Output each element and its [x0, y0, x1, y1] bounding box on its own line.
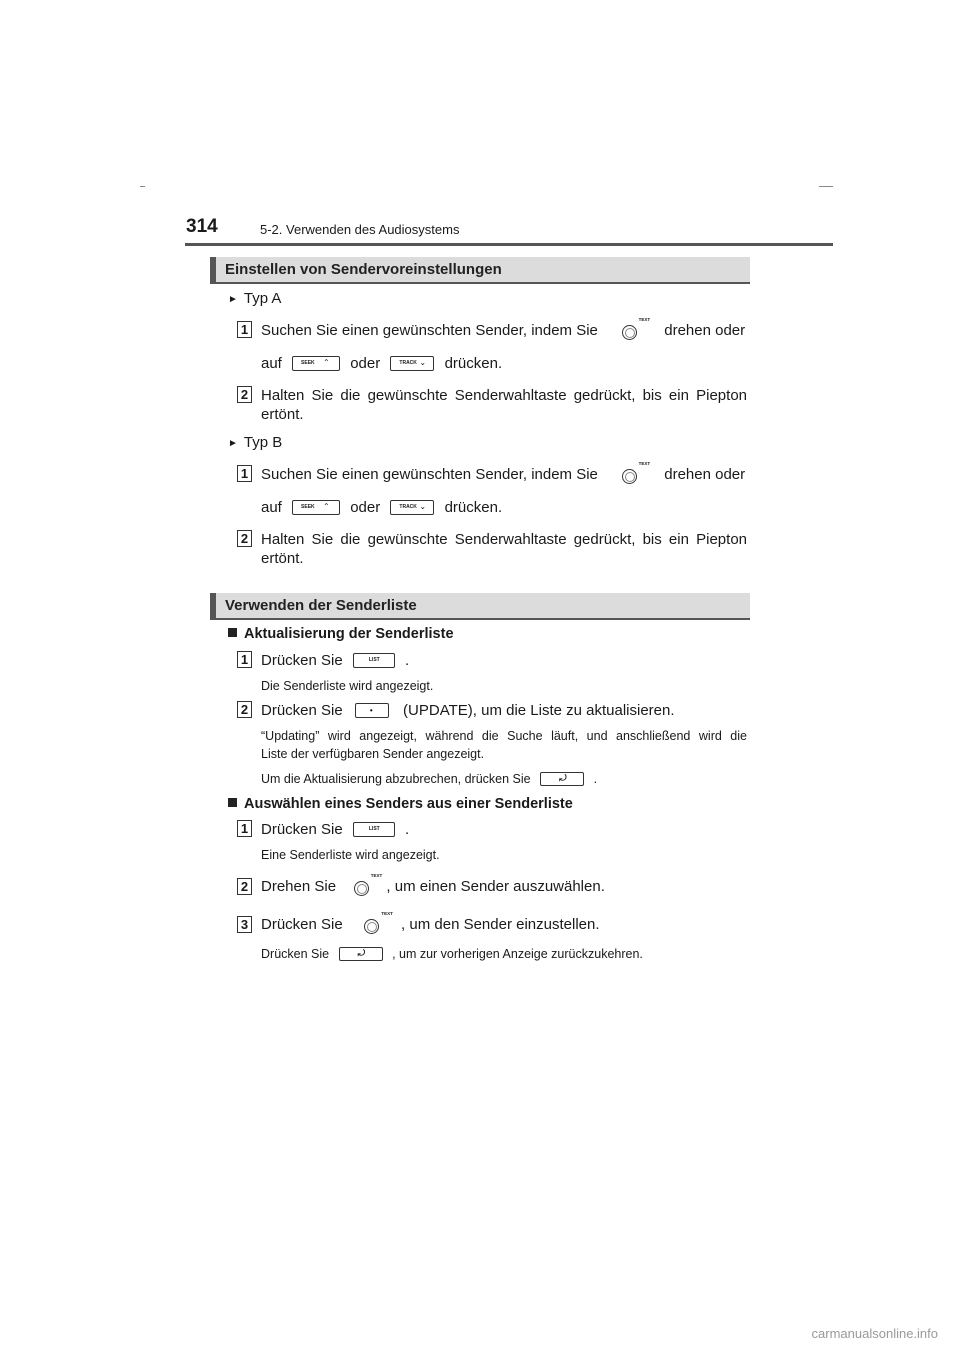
header-rule [185, 243, 833, 246]
type-b-label: ► Typ B [228, 434, 283, 451]
triangle-right-icon: ► [228, 438, 238, 449]
triangle-right-icon: ► [228, 294, 238, 305]
step-number: 2 [237, 386, 252, 403]
step-text: Drücken Sie TEXT , um den Sender einzustellen. [261, 911, 600, 933]
step-number: 3 [237, 916, 252, 933]
type-a-label: ► Typ A [228, 290, 282, 307]
step-text-cont: auf SEEK ⌃ oder TRACK ⌄ drücken. [261, 499, 503, 516]
step-text-cont: ertönt. [261, 550, 304, 567]
list-button-icon: LIST [353, 822, 395, 837]
track-button-icon: TRACK ⌄ [390, 356, 434, 371]
step-text: Suchen Sie einen gewünschten Sender, indem Sie TEXT drehen oder [261, 317, 746, 339]
dot-icon: • [355, 703, 389, 718]
section-title-presets: Einstellen von Sendervoreinstellungen [210, 257, 750, 284]
step-text: Halten Sie die gewünschte Senderwahltaste gedrückt, bis ein Piepton [261, 387, 747, 404]
step-number: 1 [237, 651, 252, 668]
track-button-icon: TRACK ⌄ [390, 500, 434, 515]
tune-knob-icon: TEXT [622, 469, 637, 484]
step-note-cont: Liste der verfügbaren Sender angezeigt. [261, 747, 485, 761]
step-note: “Updating” wird angezeigt, während die Suche läuft, und anschließend wird die [261, 729, 747, 743]
section-title-station-list: Verwenden der Senderliste [210, 593, 750, 620]
crop-mark-left [140, 186, 145, 187]
step-note: Um die Aktualisierung abzubrechen, drücken Sie ⤾ . [261, 772, 598, 786]
step-text: Drücken Sie LIST . [261, 652, 410, 669]
step-note: Drücken Sie ⤾ , um zur vorherigen Anzeige zurückzukehren. [261, 947, 643, 961]
subheading: Auswählen eines Senders aus einer Senderliste [228, 796, 573, 812]
subheading: Aktualisierung der Senderliste [228, 626, 454, 642]
step-number: 2 [237, 878, 252, 895]
step-text-cont: auf SEEK ⌃ oder TRACK ⌄ drücken. [261, 355, 503, 372]
step-text-cont: ertönt. [261, 406, 304, 423]
back-arrow-icon: ⤾ [540, 772, 584, 786]
square-bullet-icon [228, 628, 237, 637]
watermark: carmanualsonline.info [811, 1326, 938, 1341]
tune-knob-icon: TEXT [354, 881, 369, 896]
crop-mark-right [819, 186, 833, 187]
step-number: 2 [237, 530, 252, 547]
seek-button-icon: SEEK ⌃ [292, 500, 340, 515]
tune-knob-icon: TEXT [622, 325, 637, 340]
step-number: 1 [237, 321, 252, 338]
step-text: Drücken Sie LIST . [261, 821, 410, 838]
step-text: Halten Sie die gewünschte Senderwahltaste gedrückt, bis ein Piepton [261, 531, 747, 548]
step-number: 1 [237, 465, 252, 482]
running-head: 5-2. Verwenden des Audiosystems [260, 222, 460, 237]
step-text: Drehen Sie TEXT , um einen Sender auszuwählen. [261, 873, 605, 895]
step-number: 1 [237, 820, 252, 837]
back-arrow-icon: ⤾ [339, 947, 383, 961]
seek-button-icon: SEEK ⌃ [292, 356, 340, 371]
step-text: Drücken Sie • (UPDATE), um die Liste zu aktualisieren. [261, 702, 675, 719]
list-button-icon: LIST [353, 653, 395, 668]
step-text: Suchen Sie einen gewünschten Sender, indem Sie TEXT drehen oder [261, 461, 746, 483]
step-note: Die Senderliste wird angezeigt. [261, 679, 434, 693]
step-number: 2 [237, 701, 252, 718]
square-bullet-icon [228, 798, 237, 807]
step-note: Eine Senderliste wird angezeigt. [261, 848, 440, 862]
page-number: 314 [186, 216, 218, 237]
tune-knob-icon: TEXT [364, 919, 379, 934]
